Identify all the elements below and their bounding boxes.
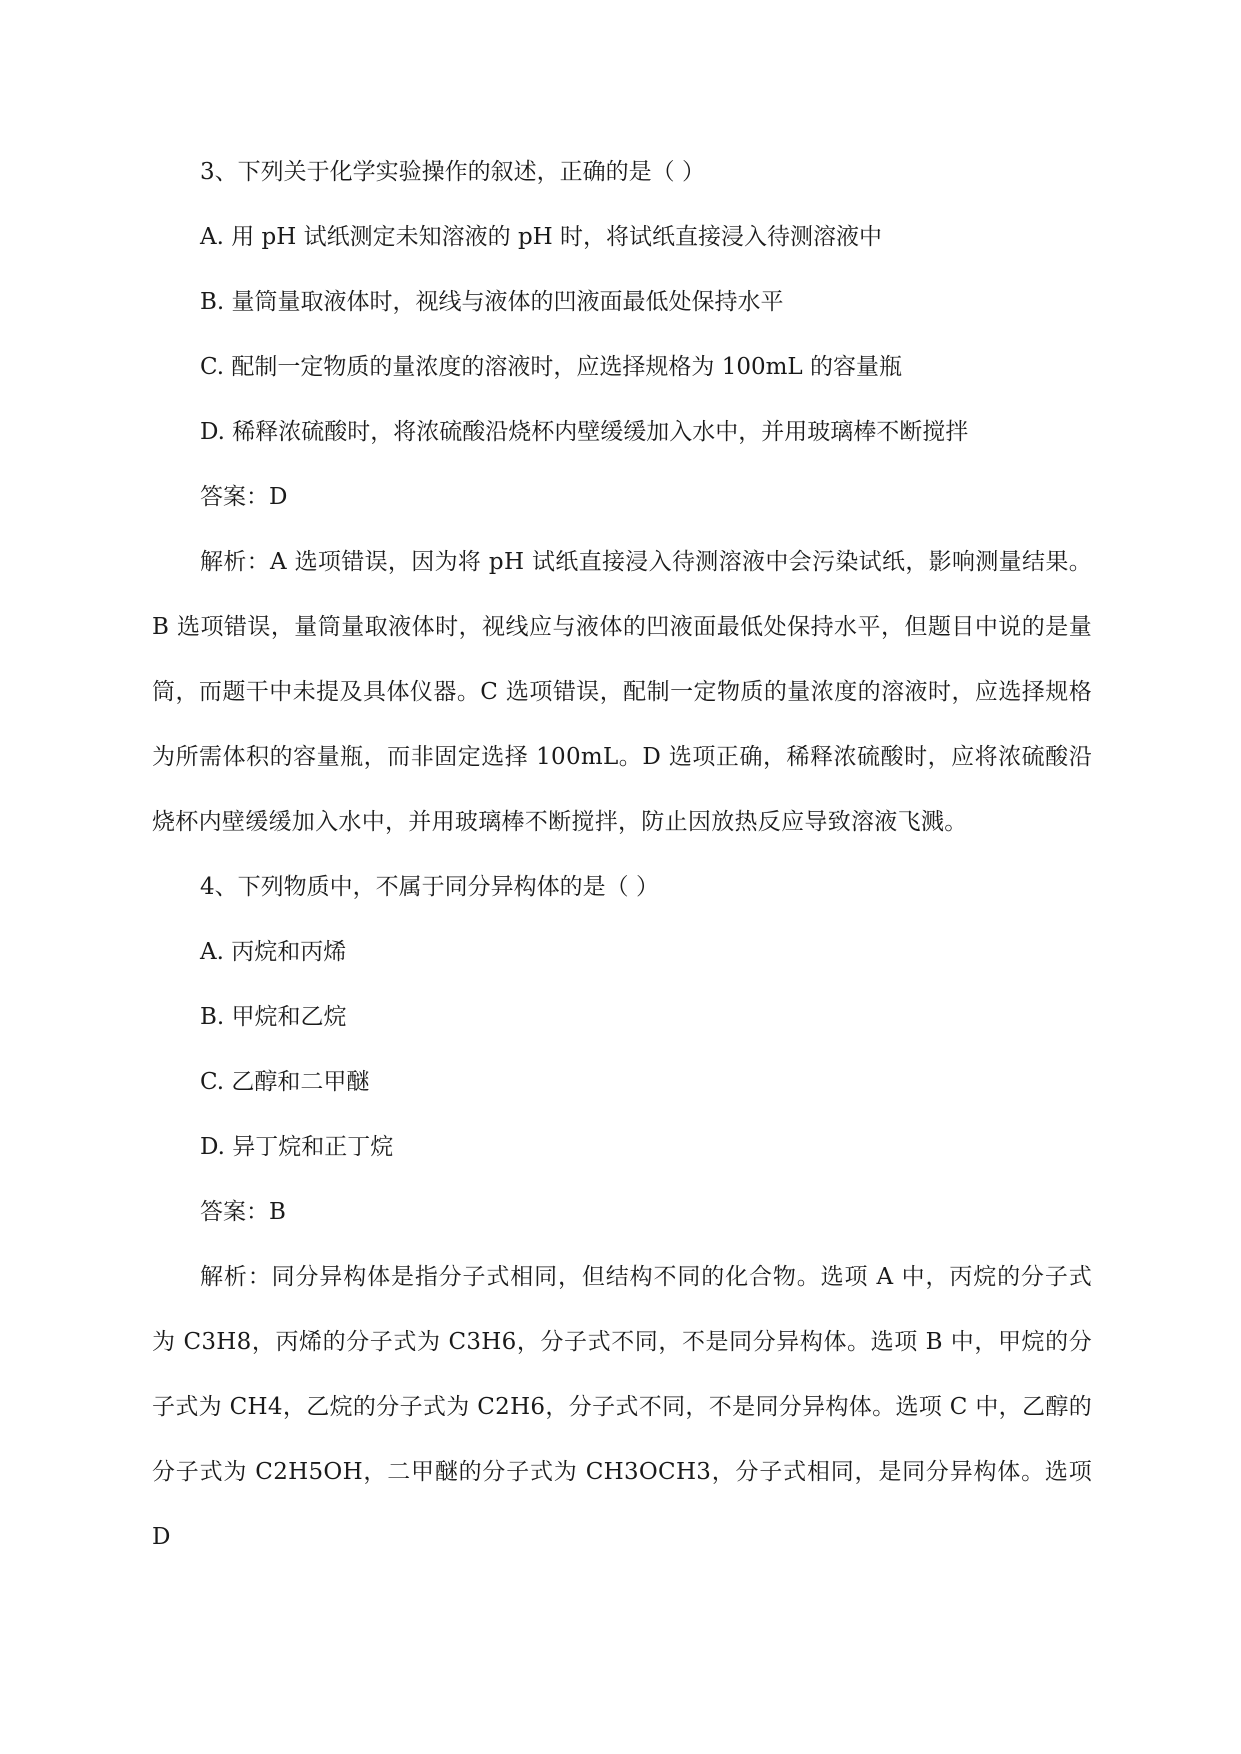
question-stem: 3、下列关于化学实验操作的叙述，正确的是（ ） bbox=[200, 159, 705, 185]
analysis: 解析：同分异构体是指分子式相同，但结构不同的化合物。选项 A 中，丙烷的分子式为 C3H8，丙烯的分子式为 C3H6，分子式不同，不是同分异构体。选项 B 中，甲烷的分子式为 CH4，乙烷的分子式为 C2H6，分子式不同，不是同分异构体。选项 C 中，乙醇的分子式为 C2H5OH，二甲醚的分子式为 CH3OCH3，分子式相同，是同分异构体。选项 D bbox=[152, 1264, 1092, 1550]
analysis: 解析：A 选项错误，因为将 pH 试纸直接浸入待测溶液中会污染试纸，影响测量结果。B 选项错误，量筒量取液体时，视线应与液体的凹液面最低处保持水平，但题目中说的是量筒，而题干中未提及具体仪器。C 选项错误，配制一定物质的量浓度的溶液时，应选择规格为所需体积的容量瓶，而非固定选择 100mL。D 选项正确，稀释浓硫酸时，应将浓硫酸沿烧杯内壁缓缓加入水中，并用玻璃棒不断搅拌，防止因放热反应导致溶液飞溅。 bbox=[152, 549, 1092, 835]
question-stem: 4、下列物质中，不属于同分异构体的是（ ） bbox=[200, 874, 659, 900]
option-a: A. 用 pH 试纸测定未知溶液的 pH 时，将试纸直接浸入待测溶液中 bbox=[200, 224, 883, 250]
question-3 bbox=[152, 140, 1092, 855]
option-a: A. 丙烷和丙烯 bbox=[200, 939, 347, 965]
question-4 bbox=[152, 855, 1092, 1570]
option-d: D. 稀释浓硫酸时，将浓硫酸沿烧杯内壁缓缓加入水中，并用玻璃棒不断搅拌 bbox=[200, 419, 969, 445]
option-b: B. 量筒量取液体时，视线与液体的凹液面最低处保持水平 bbox=[200, 289, 784, 315]
option-b: B. 甲烷和乙烷 bbox=[200, 1004, 347, 1030]
option-c: C. 乙醇和二甲醚 bbox=[200, 1069, 370, 1095]
option-c: C. 配制一定物质的量浓度的溶液时，应选择规格为 100mL 的容量瓶 bbox=[200, 354, 903, 380]
document-page bbox=[152, 140, 1092, 1570]
answer: 答案：D bbox=[200, 484, 288, 510]
answer: 答案：B bbox=[200, 1199, 286, 1225]
option-d: D. 异丁烷和正丁烷 bbox=[200, 1134, 394, 1160]
